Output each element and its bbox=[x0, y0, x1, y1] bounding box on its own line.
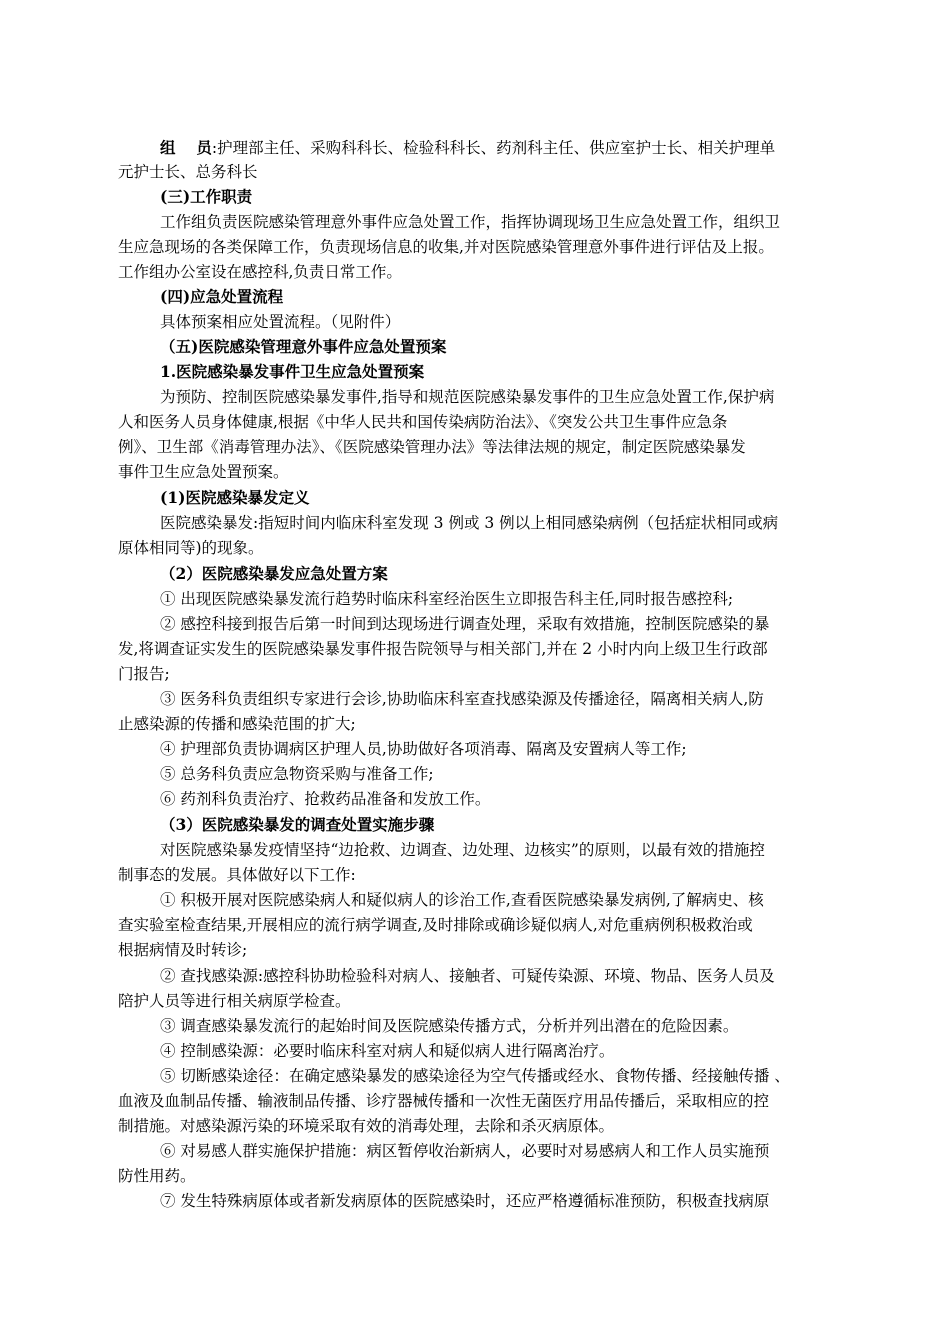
list-item: ③ 调查感染暴发流行的起始时间及医院感染传播方式，分析并列出潜在的危险因素。 bbox=[160, 1017, 739, 1035]
paragraph-line: 人和医务人员身体健康,根据《中华人民共和国传染病防治法》、《突发公共卫生事件应急条 bbox=[118, 413, 728, 431]
list-item: ⑤ 总务科负责应急物资采购与准备工作; bbox=[160, 765, 434, 783]
paragraph-line: 医院感染暴发:指短时间内临床科室发现 3 例或 3 例以上相同感染病例（包括症状相同或病 bbox=[160, 514, 779, 532]
list-item-cont: 防性用药。 bbox=[118, 1167, 196, 1185]
heading-plan: （五)医院感染管理意外事件应急处置预案 bbox=[160, 337, 447, 356]
paragraph-line: 例》、卫生部《消毒管理办法》、《医院感染管理办法》等法律法规的规定，制定医院感染暴发 bbox=[118, 438, 746, 456]
paragraph-line: 具体预案相应处置流程。（见附件） bbox=[160, 313, 401, 331]
list-item: ② 感控科接到报告后第一时间到达现场进行调查处理，采取有效措施，控制医院感染的暴 bbox=[160, 615, 770, 633]
paragraph-line: 制事态的发展。具体做好以下工作: bbox=[118, 866, 356, 884]
paragraph-line: 工作组办公室设在感控科,负责日常工作。 bbox=[118, 263, 402, 281]
members-line-2: 元护士长、总务科长 bbox=[118, 163, 258, 181]
list-item-cont: 门报告; bbox=[118, 665, 170, 683]
paragraph-line: 对医院感染暴发疫情坚持“边抢救、边调查、边处理、边核实”的原则，以最有效的措施控 bbox=[160, 841, 765, 859]
paragraph-line: 事件卫生应急处置预案。 bbox=[118, 463, 289, 481]
list-item-cont: 发,将调查证实发生的医院感染暴发事件报告院领导与相关部门,并在 2 小时内向上级卫生行政部 bbox=[118, 640, 768, 658]
members-line bbox=[160, 138, 775, 158]
list-item: ⑥ 药剂科负责治疗、抢救药品准备和发放工作。 bbox=[160, 790, 491, 808]
heading-procedure: (四)应急处置流程 bbox=[160, 287, 284, 306]
heading-duties: (三)工作职责 bbox=[160, 187, 253, 206]
list-item: ① 积极开展对医院感染病人和疑似病人的诊治工作,查看医院感染暴发病例,了解病史、核 bbox=[160, 891, 764, 909]
list-item-cont: 根据病情及时转诊; bbox=[118, 941, 248, 959]
list-item-cont: 陪护人员等进行相关病原学检查。 bbox=[118, 992, 351, 1010]
members-text: :护理部主任、采购科科长、检验科科长、药剂科主任、供应室护士长、相关护理单 bbox=[211, 139, 776, 157]
paragraph-line: 生应急现场的各类保障工作，负责现场信息的收集,并对医院感染管理意外事件进行评估及上报。 bbox=[118, 238, 774, 256]
list-item: ③ 医务科负责组织专家进行会诊,协助临床科室查找感染源及传播途径，隔离相关病人,防 bbox=[160, 690, 764, 708]
list-item-cont: 血液及血制品传播、输液制品传播、诊疗器械传播和一次性无菌医疗用品传播后，采取相应的控 bbox=[118, 1092, 770, 1110]
list-item: ⑦ 发生特殊病原体或者新发病原体的医院感染时，还应严格遵循标准预防，积极查找病原 bbox=[160, 1192, 770, 1210]
list-item: ⑥ 对易感人群实施保护措施：病区暂停收治新病人，必要时对易感病人和工作人员实施预 bbox=[160, 1142, 770, 1160]
list-item: ④ 控制感染源：必要时临床科室对病人和疑似病人进行隔离治疗。 bbox=[160, 1042, 615, 1060]
paragraph-line: 工作组负责医院感染管理意外事件应急处置工作，指挥协调现场卫生应急处置工作，组织卫 bbox=[160, 213, 781, 231]
heading-definition: (1)医院感染暴发定义 bbox=[160, 488, 310, 507]
list-item: ⑤ 切断感染途径：在确定感染暴发的感染途径为空气传播或经水、食物传播、经接触传播 、 bbox=[160, 1067, 790, 1085]
members-label: 组 员 bbox=[160, 138, 212, 157]
heading-response: （2）医院感染暴发应急处置方案 bbox=[160, 564, 388, 583]
paragraph-line: 原体相同等)的现象。 bbox=[118, 539, 264, 557]
list-item: ① 出现医院感染暴发流行趋势时临床科室经治医生立即报告科主任,同时报告感控科; bbox=[160, 590, 734, 608]
heading-outbreak-plan: 1.医院感染暴发事件卫生应急处置预案 bbox=[160, 362, 425, 381]
heading-steps: （3）医院感染暴发的调查处置实施步骤 bbox=[160, 815, 435, 834]
list-item-cont: 查实验室检查结果,开展相应的流行病学调查,及时排除或确诊疑似病人,对危重病例积极救治或 bbox=[118, 916, 753, 934]
list-item: ② 查找感染源:感控科协助检验科对病人、接触者、可疑传染源、环境、物品、医务人员及 bbox=[160, 967, 775, 985]
paragraph-line: 为预防、控制医院感染暴发事件,指导和规范医院感染暴发事件的卫生应急处置工作,保护病 bbox=[160, 388, 775, 406]
list-item-cont: 制措施。对感染源污染的环境采取有效的消毒处理，去除和杀灭病原体。 bbox=[118, 1117, 615, 1135]
list-item-cont: 止感染源的传播和感染范围的扩大; bbox=[118, 715, 356, 733]
list-item: ④ 护理部负责协调病区护理人员,协助做好各项消毒、隔离及安置病人等工作; bbox=[160, 740, 687, 758]
